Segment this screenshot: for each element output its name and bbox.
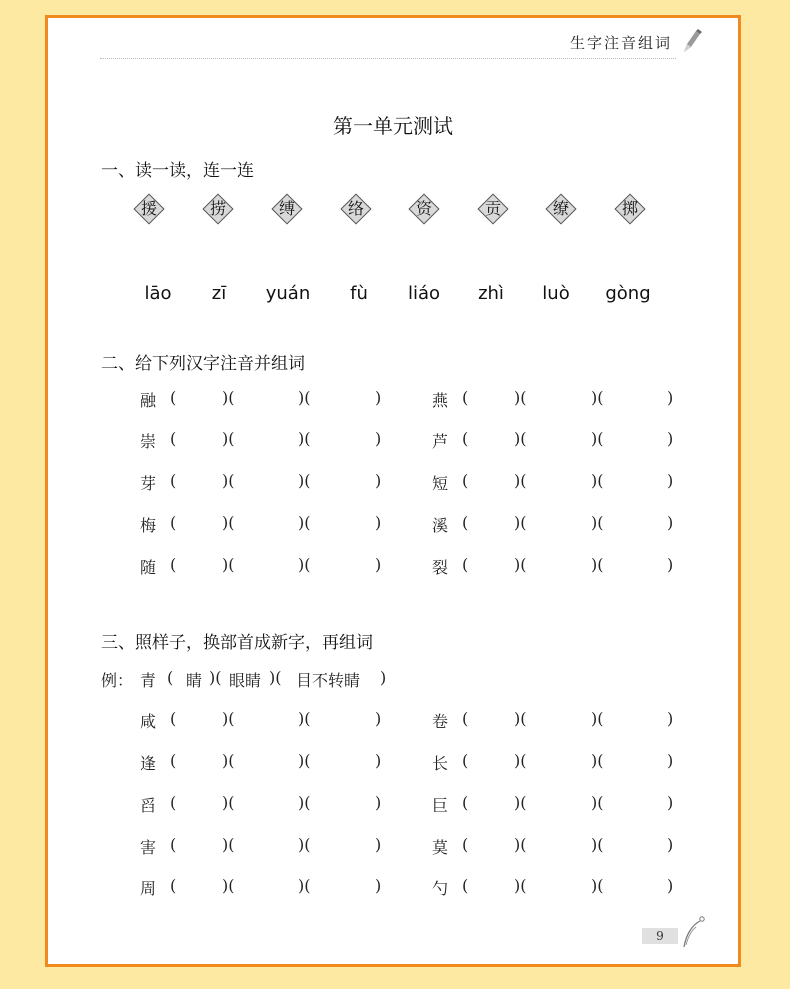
answer-paren: ) (667, 709, 674, 728)
feather-decoration-icon (680, 915, 706, 949)
char-diamond[interactable]: 资 (408, 193, 440, 225)
pinyin-option[interactable]: lāo (144, 283, 172, 304)
answer-paren: ) (375, 388, 382, 407)
answer-paren: ) (667, 835, 674, 854)
exercise-row (48, 793, 738, 815)
char-diamond[interactable]: 捞 (202, 193, 234, 225)
answer-paren[interactable]: )( (222, 429, 235, 448)
header-divider (100, 58, 676, 59)
answer-paren[interactable]: ( (170, 388, 177, 407)
exercise-char: 崇 (140, 432, 157, 451)
answer-paren[interactable]: ( (462, 751, 469, 770)
char-diamond[interactable]: 掷 (614, 193, 646, 225)
answer-paren: ) (375, 513, 382, 532)
answer-paren: ) (667, 751, 674, 770)
answer-paren[interactable]: )( (591, 709, 604, 728)
answer-paren[interactable]: )( (591, 388, 604, 407)
answer-paren[interactable]: )( (222, 835, 235, 854)
exercise-char: 燕 (432, 391, 449, 410)
exercise-char: 逢 (140, 754, 157, 773)
answer-paren[interactable]: )( (591, 751, 604, 770)
answer-paren: ) (667, 513, 674, 532)
answer-paren[interactable]: ( (170, 709, 177, 728)
char-diamond[interactable]: 缚 (271, 193, 303, 225)
answer-paren: ) (375, 429, 382, 448)
answer-paren[interactable]: )( (298, 429, 311, 448)
answer-paren: ) (667, 555, 674, 574)
answer-paren: ) (375, 876, 382, 895)
exercise-char: 芦 (432, 432, 449, 451)
answer-paren[interactable]: ( (170, 835, 177, 854)
test-title: 第一单元测试 (333, 114, 453, 138)
answer-paren[interactable]: )( (298, 751, 311, 770)
answer-paren[interactable]: )( (222, 709, 235, 728)
answer-paren[interactable]: ( (170, 555, 177, 574)
example-word: 目不转睛 (296, 671, 361, 690)
exercise-char: 梅 (140, 516, 157, 535)
answer-paren[interactable]: ( (462, 429, 469, 448)
answer-paren[interactable]: )( (514, 388, 527, 407)
answer-paren[interactable]: )( (514, 751, 527, 770)
answer-paren[interactable]: )( (298, 471, 311, 490)
pinyin-option[interactable]: luò (542, 283, 570, 304)
answer-paren[interactable]: )( (298, 555, 311, 574)
answer-paren[interactable]: ( (170, 513, 177, 532)
exercise-row (48, 751, 738, 773)
example-label: 例： (101, 671, 134, 690)
example-word: 眼睛 (229, 671, 262, 690)
answer-paren: ) (667, 388, 674, 407)
answer-paren: ) (667, 876, 674, 895)
section3-title: 三、照样子，换部首成新字，再组词 (101, 633, 373, 653)
exercise-char: 芽 (140, 474, 157, 493)
exercise-char: 勺 (432, 879, 449, 898)
answer-paren[interactable]: ( (170, 471, 177, 490)
page-number: 9 (642, 928, 678, 944)
answer-paren[interactable]: )( (514, 471, 527, 490)
worksheet-page (45, 15, 741, 967)
exercise-row (48, 388, 738, 410)
char-diamond[interactable]: 援 (133, 193, 165, 225)
answer-paren[interactable]: ( (170, 876, 177, 895)
answer-paren[interactable]: )( (298, 876, 311, 895)
exercise-char: 舀 (140, 796, 157, 815)
example-paren: )( (269, 668, 282, 687)
answer-paren[interactable]: )( (514, 835, 527, 854)
answer-paren[interactable]: )( (591, 835, 604, 854)
exercise-char: 融 (140, 391, 157, 410)
exercise-row (48, 876, 738, 898)
example-new-char: 睛 (186, 671, 203, 690)
answer-paren: ) (375, 709, 382, 728)
answer-paren[interactable]: ( (462, 709, 469, 728)
answer-paren[interactable]: )( (591, 429, 604, 448)
exercise-row (48, 709, 738, 731)
answer-paren: ) (667, 793, 674, 812)
answer-paren[interactable]: ( (462, 793, 469, 812)
answer-paren[interactable]: ( (462, 835, 469, 854)
answer-paren[interactable]: ( (170, 793, 177, 812)
answer-paren[interactable]: )( (298, 835, 311, 854)
answer-paren[interactable]: )( (591, 471, 604, 490)
answer-paren[interactable]: )( (298, 709, 311, 728)
answer-paren[interactable]: )( (222, 555, 235, 574)
answer-paren: ) (375, 471, 382, 490)
answer-paren[interactable]: )( (514, 513, 527, 532)
answer-paren: ) (375, 555, 382, 574)
answer-paren[interactable]: ( (170, 429, 177, 448)
char-diamond[interactable]: 贡 (477, 193, 509, 225)
exercise-char: 咸 (140, 712, 157, 731)
answer-paren[interactable]: )( (514, 429, 527, 448)
exercise-char: 随 (140, 558, 157, 577)
answer-paren[interactable]: )( (591, 555, 604, 574)
pinyin-option[interactable]: fù (350, 283, 368, 304)
answer-paren[interactable]: )( (514, 793, 527, 812)
answer-paren[interactable]: )( (514, 876, 527, 895)
char-diamond[interactable]: 络 (340, 193, 372, 225)
answer-paren[interactable]: )( (514, 555, 527, 574)
answer-paren[interactable]: )( (591, 793, 604, 812)
answer-paren: ) (667, 429, 674, 448)
exercise-char: 溪 (432, 516, 449, 535)
answer-paren[interactable]: )( (514, 709, 527, 728)
exercise-char: 莫 (432, 838, 449, 857)
pinyin-option[interactable]: liáo (407, 283, 441, 304)
answer-paren[interactable]: ( (462, 876, 469, 895)
pinyin-option[interactable]: gòng (605, 283, 651, 304)
answer-paren[interactable]: )( (591, 876, 604, 895)
example-char: 青 (140, 671, 157, 690)
answer-paren[interactable]: )( (298, 793, 311, 812)
answer-paren: ) (375, 793, 382, 812)
answer-paren[interactable]: )( (222, 793, 235, 812)
exercise-char: 害 (140, 838, 157, 857)
example-paren: ) (380, 668, 387, 687)
char-diamond[interactable]: 缭 (545, 193, 577, 225)
exercise-row (48, 429, 738, 451)
answer-paren[interactable]: ( (462, 555, 469, 574)
answer-paren: ) (667, 471, 674, 490)
exercise-char: 裂 (432, 558, 449, 577)
exercise-char: 卷 (432, 712, 449, 731)
header-title: 生字注音组词 (569, 34, 672, 52)
exercise-row (48, 513, 738, 535)
answer-paren[interactable]: ( (170, 751, 177, 770)
exercise-row (48, 835, 738, 857)
exercise-char: 巨 (432, 796, 449, 815)
answer-paren: ) (375, 835, 382, 854)
answer-paren[interactable]: )( (591, 513, 604, 532)
example-paren: )( (209, 668, 222, 687)
answer-paren[interactable]: ( (462, 471, 469, 490)
exercise-char: 周 (140, 879, 157, 898)
exercise-char: 长 (432, 754, 449, 773)
answer-paren[interactable]: )( (222, 471, 235, 490)
exercise-row (48, 471, 738, 493)
pencil-icon (678, 28, 702, 54)
exercise-row (48, 555, 738, 577)
answer-paren[interactable]: ( (462, 388, 469, 407)
exercise-char: 短 (432, 474, 449, 493)
answer-paren[interactable]: )( (298, 388, 311, 407)
section1-title: 一、读一读，连一连 (101, 161, 254, 181)
answer-paren[interactable]: )( (222, 751, 235, 770)
answer-paren[interactable]: ( (462, 513, 469, 532)
answer-paren: ) (375, 751, 382, 770)
pinyin-option[interactable]: zhì (478, 283, 504, 304)
example-paren: ( (167, 668, 174, 687)
section2-title: 二、给下列汉字注音并组词 (101, 354, 305, 374)
answer-paren[interactable]: )( (222, 388, 235, 407)
answer-paren[interactable]: )( (222, 513, 235, 532)
answer-paren[interactable]: )( (298, 513, 311, 532)
answer-paren[interactable]: )( (222, 876, 235, 895)
pinyin-option[interactable]: yuán (265, 283, 311, 304)
pinyin-option[interactable]: zī (211, 283, 227, 304)
